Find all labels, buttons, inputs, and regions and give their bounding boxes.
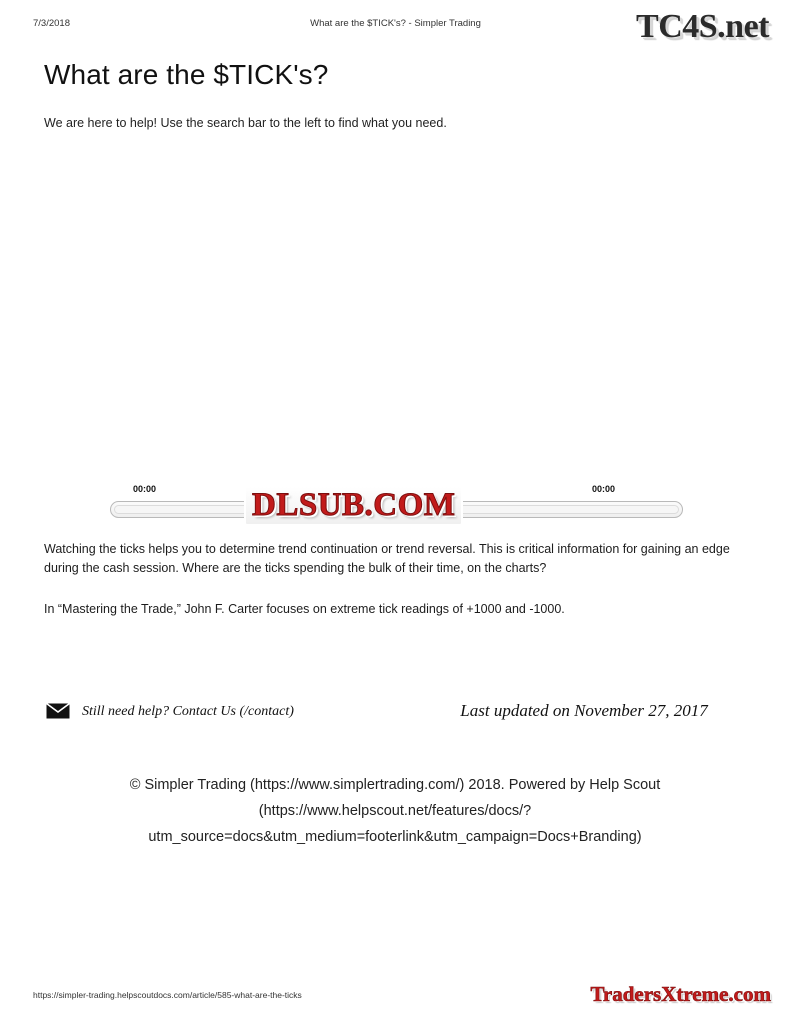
contact-us-link[interactable]: Still need help? Contact Us (/contact) <box>82 704 294 719</box>
article-lede: We are here to help! Use the search bar to the left to find what you need. <box>44 116 447 130</box>
article-header <box>44 58 744 132</box>
watermark-tc4s: TC4S.net <box>636 8 769 45</box>
page-url-footer: https://simpler-trading.helpscoutdocs.com/article/585-what-are-the-ticks <box>33 990 302 1000</box>
last-updated-text: Last updated on November 27, 2017 <box>460 701 708 720</box>
article-body <box>44 540 744 641</box>
embedded-media-placeholder <box>44 140 744 485</box>
article-footer-row <box>44 698 744 732</box>
copyright-line: (https://www.helpscout.net/features/docs/? <box>258 803 532 819</box>
print-header-title: What are the $TICK's? - Simpler Trading <box>310 18 481 29</box>
watermark-dlsub: DLSUB.COM <box>244 485 463 526</box>
copyright-line: utm_source=docs&utm_medium=footerlink&utm_campaign=Docs+Branding) <box>148 829 642 845</box>
envelope-icon <box>46 703 70 719</box>
copyright-block <box>60 772 730 850</box>
page-title: What are the $TICK's? <box>44 59 329 90</box>
article-paragraph: Watching the ticks helps you to determine trend continuation or trend reversal. This is critical information for gaining an edge during the cash session. Where are the ticks spending the bulk of their time, on the charts? <box>44 542 730 575</box>
watermark-tradersxtreme: TradersXtreme.com <box>590 982 771 1006</box>
player-duration: 00:00 <box>591 484 615 494</box>
player-current-time: 00:00 <box>133 484 157 494</box>
article-paragraph: In “Mastering the Trade,” John F. Carter focuses on extreme tick readings of +1000 and -1000. <box>44 602 565 616</box>
print-date: 7/3/2018 <box>33 18 70 29</box>
copyright-line: © Simpler Trading (https://www.simplertrading.com/) 2018. Powered by Help Scout <box>129 777 661 793</box>
